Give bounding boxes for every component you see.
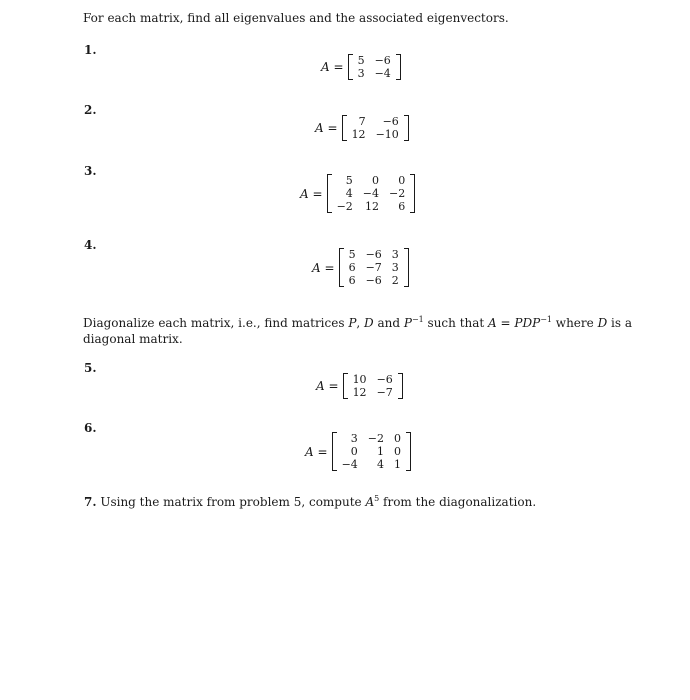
matrix-label: A xyxy=(315,121,324,135)
matrix-cell: 0 xyxy=(372,174,379,187)
matrix-cell: −7 xyxy=(376,386,393,399)
matrix-cell: 0 xyxy=(394,432,401,445)
equals-sign: = xyxy=(312,186,323,201)
matrix-equation-2 xyxy=(315,115,409,141)
right-bracket xyxy=(404,115,409,141)
matrix-label: A xyxy=(312,260,321,275)
right-bracket xyxy=(404,248,409,287)
matrix-2 xyxy=(342,115,409,141)
matrix-cell: −4 xyxy=(374,67,391,80)
matrix-3 xyxy=(327,174,416,213)
matrix-equation-4 xyxy=(312,248,409,287)
matrix-cell: 12 xyxy=(352,386,367,399)
instructions-eigen: For each matrix, find all eigenvalues and the associated eigenvectors. xyxy=(83,11,509,25)
matrix-cell: 0 xyxy=(394,445,401,458)
problem-number-3: 3. xyxy=(84,164,97,178)
matrix-cell: 1 xyxy=(394,458,401,471)
matrix-label: A xyxy=(300,186,309,201)
matrix-cell: 7 xyxy=(358,115,366,128)
matrix-cell: 6 xyxy=(398,200,406,213)
equals-sign: = xyxy=(324,260,335,275)
matrix-cell: 3 xyxy=(391,261,399,274)
matrix-cell: 12 xyxy=(351,128,366,141)
right-bracket xyxy=(398,373,403,399)
matrix-cell: 6 xyxy=(348,274,356,287)
matrix-label: A xyxy=(321,60,330,74)
matrix-cell: −4 xyxy=(362,187,379,200)
instructions-diagonalize: Diagonalize each matrix, i.e., find matrices P, D and $P^{-1}$ such that $A = PDP^{-1}$ where D is a diagonal matrix. xyxy=(83,315,632,346)
matrix-cell: −6 xyxy=(374,54,391,67)
right-bracket xyxy=(410,174,415,213)
matrix-cell: 10 xyxy=(352,373,367,386)
matrix-cell: −10 xyxy=(375,128,399,141)
problem-number-4: 4. xyxy=(84,238,97,252)
matrix-cell: −6 xyxy=(382,115,399,128)
matrix-equation-1 xyxy=(321,54,401,80)
right-bracket xyxy=(406,432,411,471)
matrix-cell: 3 xyxy=(350,432,358,445)
equals-sign: = xyxy=(317,444,328,459)
problem-number-5: 5. xyxy=(84,361,97,375)
matrix-cell: −2 xyxy=(336,200,353,213)
equals-sign: = xyxy=(327,121,338,135)
matrix-cell: 4 xyxy=(345,187,353,200)
matrix-cell: 0 xyxy=(350,445,358,458)
matrix-cell: 4 xyxy=(377,458,384,471)
matrix-cell: −6 xyxy=(365,248,382,261)
matrix-cell: 5 xyxy=(345,174,353,187)
matrix-label: A xyxy=(316,379,325,393)
matrix-1 xyxy=(348,54,401,80)
matrix-cell: 2 xyxy=(391,274,399,287)
matrix-equation-3 xyxy=(300,174,415,213)
matrix-cell: 5 xyxy=(348,248,356,261)
matrix-cell: −2 xyxy=(389,187,406,200)
problem-number-1: 1. xyxy=(84,43,97,57)
matrix-cell: 3 xyxy=(357,67,365,80)
matrix-cell: 5 xyxy=(357,54,365,67)
matrix-cell: −6 xyxy=(376,373,393,386)
right-bracket xyxy=(396,54,401,80)
matrix-cell: −6 xyxy=(365,274,382,287)
problem-7: 7. Using the matrix from problem 5, compute $A^5$ from the diagonalization. xyxy=(84,494,537,509)
matrix-4 xyxy=(339,248,409,287)
problem-number-7: 7. xyxy=(84,495,97,509)
matrix-equation-5 xyxy=(316,373,403,399)
matrix-cell: −4 xyxy=(341,458,358,471)
problem-number-2: 2. xyxy=(84,103,97,117)
matrix-cell: −7 xyxy=(365,261,382,274)
matrix-6 xyxy=(332,432,411,471)
matrix-cell: −2 xyxy=(367,432,384,445)
matrix-label: A xyxy=(305,444,314,459)
matrix-equation-6 xyxy=(305,432,411,471)
matrix-cell: 6 xyxy=(348,261,356,274)
problem-number-6: 6. xyxy=(84,421,97,435)
matrix-cell: 3 xyxy=(391,248,399,261)
matrix-cell: 0 xyxy=(398,174,406,187)
matrix-cell: 12 xyxy=(365,200,379,213)
equals-sign: = xyxy=(328,379,339,393)
matrix-cell: 1 xyxy=(377,445,384,458)
equals-sign: = xyxy=(333,60,344,74)
matrix-5 xyxy=(343,373,403,399)
